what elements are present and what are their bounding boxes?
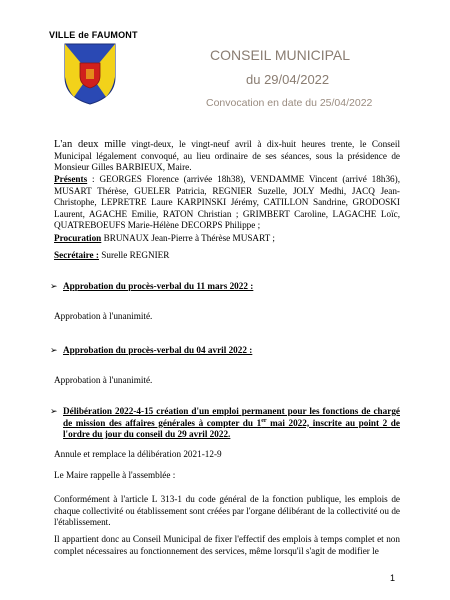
municipality-name: VILLE de FAUMONT: [49, 30, 138, 40]
secretaire-label: Secrétaire :: [54, 250, 99, 260]
effectif-paragraph: Il appartient donc au Conseil Municipal de fixer l'effectif des emplois à temps complet et non complet nécessaires au fonctionnement des services, même lorsqu'il s'agit de modifier le: [54, 534, 400, 556]
intro-paragraph: L'an deux mille vingt-deux, le vingt-neuf avril à dix-huit heures trente, le Conseil Municipal légalement convoqué, au lieu ordinaire de ses séances, sous la présidence de Monsieur Gilles BARBIEUX, Maire.: [54, 139, 400, 172]
council-date: du 29/04/2022: [246, 72, 330, 87]
arrow-bullet-icon: ➢: [50, 281, 58, 291]
item-result: Approbation à l'unanimité.: [54, 311, 153, 321]
coat-of-arms-logo: [64, 43, 116, 105]
presents-paragraph: Présents : GEORGES Florence (arrivée 18h38), VENDAMME Vincent (arrivé 18h36), MUSART Thérèse, GUELER Patricia, REGNIER Suzelle, JOLY Medhi, JACQ Jean-Christophe, LEPRETRE Laure KARPINSKI Jérémy, CATILLON Sandrine, GRODOSKI Laurent, AGACHE Emilie, RATON Christian ; GRIMBERT Caroline, LAGACHE Loïc, QUATREBOEUFS Marie-Hélène DECORPS Philippe ;: [54, 174, 400, 230]
item-heading: Approbation du procès-verbal du 04 avril 2022 :: [63, 345, 253, 355]
council-title: CONSEIL MUNICIPAL: [210, 47, 351, 63]
rappel-line: Le Maire rappelle à l'assemblée :: [54, 470, 176, 480]
procuration-label: Procuration: [54, 233, 102, 243]
presents-label: Présents: [54, 174, 88, 184]
item-heading: Approbation du procès-verbal du 11 mars 2022 :: [63, 281, 254, 291]
item-result: Approbation à l'unanimité.: [54, 375, 153, 385]
deliberation-heading: Délibération 2022-4-15 création d'un emploi permanent pour les fonctions de chargé de mission des affaires générales à compter du 1er mai 2022, inscrite au point 2 de l'ordre du jour du conseil du 29 avril 2022.: [63, 406, 400, 439]
arrow-bullet-icon: ➢: [50, 406, 58, 416]
convocation-date: Convocation en date du 25/04/2022: [206, 97, 373, 109]
procuration-line: Procuration BRUNAUX Jean-Pierre à Thérèse MUSART ;: [54, 233, 275, 243]
article-paragraph: Conformément à l'article L 313-1 du code général de la fonction publique, les emplois de chaque collectivité ou établissement sont créées par l'organe délibérant de la collectivité ou de l'établissement.: [54, 494, 400, 527]
annule-line: Annule et remplace la délibération 2021-12-9: [54, 449, 222, 459]
secretaire-line: Secrétaire : Surelle REGNIER: [54, 250, 170, 260]
arrow-bullet-icon: ➢: [50, 345, 58, 355]
page-number: 1: [390, 573, 396, 583]
